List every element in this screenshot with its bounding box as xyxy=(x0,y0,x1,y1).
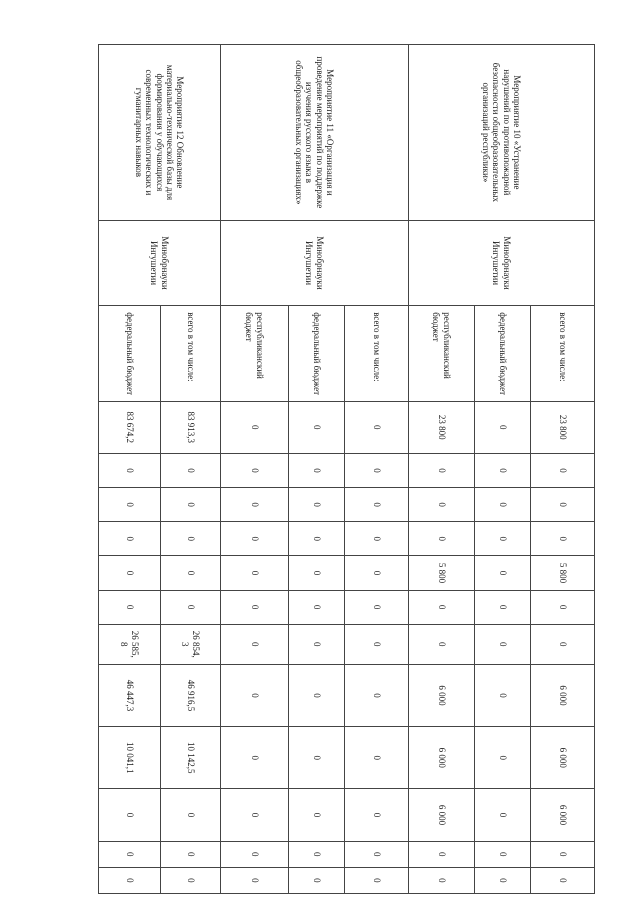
funding-source-cell: федеральный бюджет xyxy=(99,306,161,401)
value-cell: 0 xyxy=(475,453,531,487)
table-row xyxy=(531,45,595,894)
value-cell: 0 xyxy=(221,624,289,664)
value-cell: 0 xyxy=(531,624,595,664)
value-cell: 0 xyxy=(161,522,221,556)
value-cell: 0 xyxy=(345,556,409,590)
value-cell: 0 xyxy=(409,453,475,487)
value-cell: 0 xyxy=(161,590,221,624)
value-cell: 0 xyxy=(409,590,475,624)
rotated-table-sheet xyxy=(99,44,595,894)
funding-source-cell: федеральный бюджет xyxy=(475,306,531,401)
value-cell: 0 xyxy=(475,401,531,453)
value-cell: 0 xyxy=(221,488,289,522)
event-name-cell: Мероприятие 10 «Устранение нарушений по противопожарной безопасности общеобразовательных организаций республики» xyxy=(409,45,595,221)
value-cell: 0 xyxy=(289,401,345,453)
funding-source-cell: федеральный бюджет xyxy=(289,306,345,401)
value-cell: 0 xyxy=(289,624,345,664)
value-cell: 0 xyxy=(289,522,345,556)
value-cell: 46 447,3 xyxy=(99,664,161,726)
value-cell: 0 xyxy=(161,841,221,867)
value-cell: 0 xyxy=(531,488,595,522)
value-cell: 0 xyxy=(531,841,595,867)
value-cell: 0 xyxy=(289,727,345,789)
value-cell: 26 585,8 xyxy=(99,624,161,664)
value-cell: 0 xyxy=(531,867,595,893)
value-cell: 0 xyxy=(289,841,345,867)
value-cell: 0 xyxy=(345,727,409,789)
value-cell: 0 xyxy=(409,867,475,893)
executor-cell: Минобрнауки Ингушетии xyxy=(99,220,221,305)
value-cell: 0 xyxy=(221,664,289,726)
funding-source-cell: всего в том числе: xyxy=(531,306,595,401)
value-cell: 0 xyxy=(475,841,531,867)
executor-cell: Минобрнауки Ингушетии xyxy=(409,220,595,305)
event-name-cell: Мероприятие 12 Обновление материально-технической базы для формирования у обучающихся современных технологических и гуманитарных навыков xyxy=(99,45,221,221)
value-cell: 0 xyxy=(99,453,161,487)
value-cell: 0 xyxy=(345,841,409,867)
value-cell: 0 xyxy=(345,522,409,556)
value-cell: 5 800 xyxy=(409,556,475,590)
value-cell: 83 913,3 xyxy=(161,401,221,453)
value-cell: 0 xyxy=(475,556,531,590)
value-cell: 0 xyxy=(289,453,345,487)
value-cell: 0 xyxy=(99,867,161,893)
value-cell: 0 xyxy=(345,664,409,726)
value-cell: 0 xyxy=(221,867,289,893)
value-cell: 0 xyxy=(345,624,409,664)
value-cell: 0 xyxy=(409,488,475,522)
value-cell: 0 xyxy=(475,590,531,624)
value-cell: 23 800 xyxy=(409,401,475,453)
value-cell: 0 xyxy=(99,556,161,590)
value-cell: 0 xyxy=(221,522,289,556)
value-cell: 0 xyxy=(221,590,289,624)
value-cell: 6 000 xyxy=(409,664,475,726)
value-cell: 0 xyxy=(221,789,289,841)
table-row xyxy=(161,45,221,894)
table-row xyxy=(345,45,409,894)
value-cell: 6 000 xyxy=(531,664,595,726)
value-cell: 0 xyxy=(345,488,409,522)
value-cell: 0 xyxy=(345,789,409,841)
funding-source-cell: республиканский бюджет xyxy=(221,306,289,401)
value-cell: 0 xyxy=(161,556,221,590)
value-cell: 0 xyxy=(531,522,595,556)
value-cell: 0 xyxy=(221,453,289,487)
value-cell: 0 xyxy=(99,590,161,624)
value-cell: 0 xyxy=(345,867,409,893)
value-cell: 0 xyxy=(289,488,345,522)
value-cell: 0 xyxy=(289,664,345,726)
value-cell: 0 xyxy=(475,727,531,789)
value-cell: 26 854,3 xyxy=(161,624,221,664)
executor-cell: Минобрнауки Ингушетии xyxy=(221,220,409,305)
value-cell: 0 xyxy=(161,867,221,893)
value-cell: 0 xyxy=(99,488,161,522)
value-cell: 23 800 xyxy=(531,401,595,453)
funding-source-cell: всего в том числе: xyxy=(161,306,221,401)
value-cell: 6 000 xyxy=(531,727,595,789)
value-cell: 0 xyxy=(99,841,161,867)
value-cell: 0 xyxy=(161,789,221,841)
value-cell: 0 xyxy=(221,401,289,453)
value-cell: 0 xyxy=(99,789,161,841)
value-cell: 0 xyxy=(475,624,531,664)
value-cell: 0 xyxy=(161,488,221,522)
value-cell: 5 800 xyxy=(531,556,595,590)
value-cell: 46 916,5 xyxy=(161,664,221,726)
value-cell: 0 xyxy=(531,590,595,624)
value-cell: 0 xyxy=(475,789,531,841)
value-cell: 0 xyxy=(409,841,475,867)
value-cell: 0 xyxy=(289,590,345,624)
funding-source-cell: всего в том числе: xyxy=(345,306,409,401)
program-events-table xyxy=(98,44,595,894)
value-cell: 0 xyxy=(345,590,409,624)
value-cell: 0 xyxy=(221,727,289,789)
value-cell: 0 xyxy=(475,867,531,893)
value-cell: 0 xyxy=(475,488,531,522)
value-cell: 0 xyxy=(409,624,475,664)
value-cell: 0 xyxy=(221,556,289,590)
value-cell: 0 xyxy=(345,453,409,487)
value-cell: 6 000 xyxy=(409,789,475,841)
value-cell: 0 xyxy=(289,867,345,893)
value-cell: 6 000 xyxy=(531,789,595,841)
value-cell: 0 xyxy=(161,453,221,487)
value-cell: 10 142,5 xyxy=(161,727,221,789)
value-cell: 0 xyxy=(475,522,531,556)
value-cell: 0 xyxy=(289,789,345,841)
value-cell: 0 xyxy=(409,522,475,556)
value-cell: 0 xyxy=(221,841,289,867)
value-cell: 0 xyxy=(289,556,345,590)
value-cell: 0 xyxy=(475,664,531,726)
event-name-cell: Мероприятие 11 «Организация и проведение мероприятий по поддержке изучения русского языка в общеобразовательных организациях» xyxy=(221,45,409,221)
value-cell: 0 xyxy=(345,401,409,453)
value-cell: 0 xyxy=(531,453,595,487)
value-cell: 6 000 xyxy=(409,727,475,789)
value-cell: 10 041,1 xyxy=(99,727,161,789)
value-cell: 0 xyxy=(99,522,161,556)
funding-source-cell: республиканский бюджет xyxy=(409,306,475,401)
value-cell: 83 674,2 xyxy=(99,401,161,453)
